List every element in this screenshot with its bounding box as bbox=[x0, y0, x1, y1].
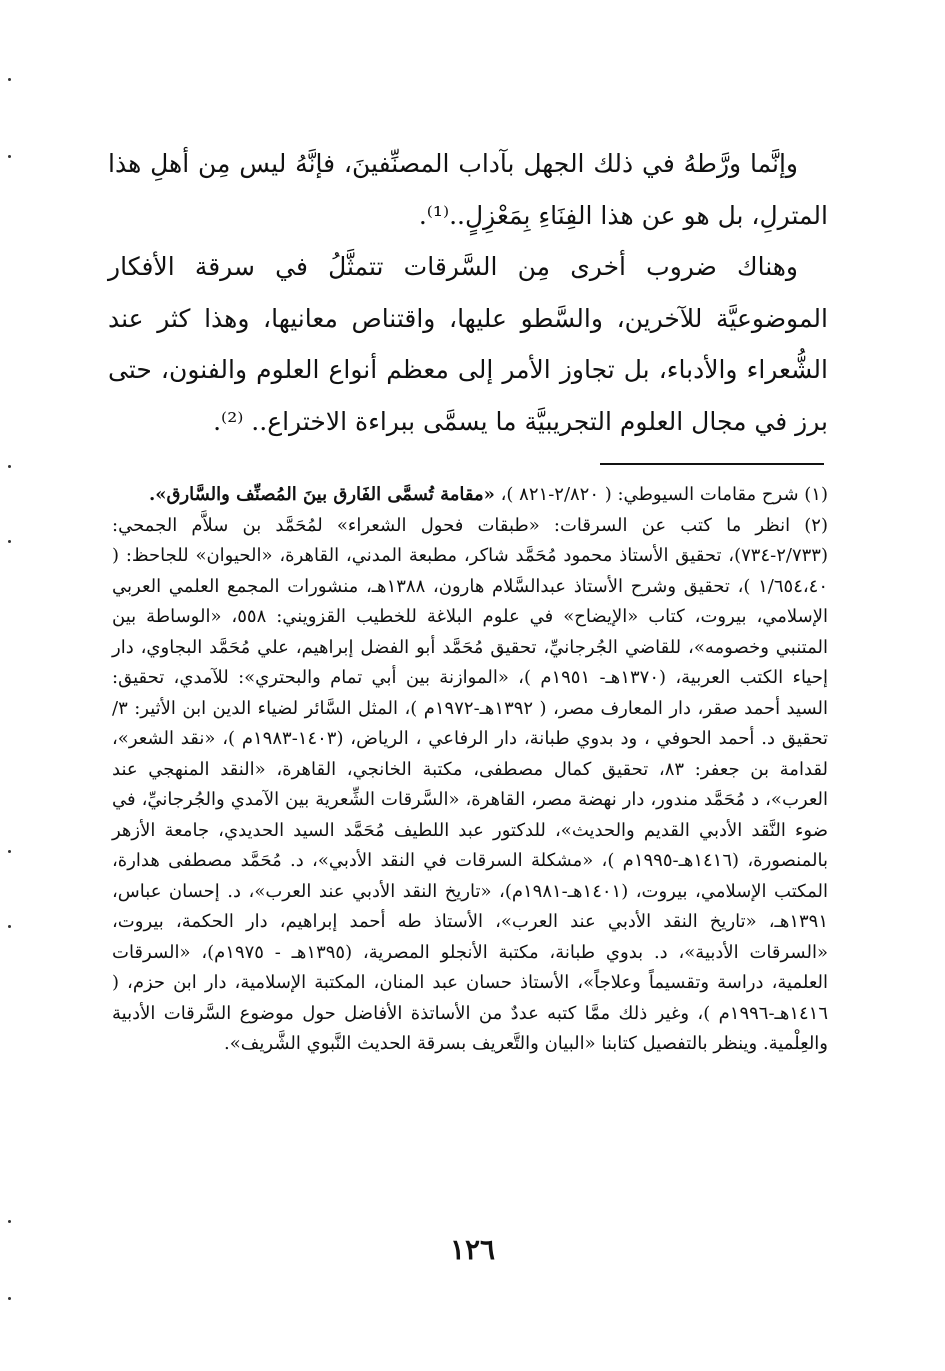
scan-mark bbox=[8, 540, 11, 543]
footnote-1-bold: «مقامة تُسمَّى الفَارق بينَ المُصنِّف والسَّارق». bbox=[148, 484, 495, 505]
footnotes bbox=[112, 480, 828, 1060]
scan-mark bbox=[8, 1220, 11, 1223]
main-text bbox=[108, 138, 828, 447]
scan-mark bbox=[8, 850, 11, 853]
scan-mark bbox=[8, 925, 11, 928]
footnote-2: (٢) انظر ما كتب عن السرقات: «طبقات فحول الشعراء» لمُحَمَّد بن سلاَّم الجمحي: (٢/٧٣٣-٧٣٤)، تحقيق الأستاذ محمود مُحَمَّد شاكر، مطبعة المدني، القاهرة، «الحيوان» للجاحظ: ( ١/٦٥٤،٤٠ )، تحقيق وشرح الأستاذ عبدالسَّلام هارون، ١٣٨٨هـ، منشورات المجمع العلمي العربي الإسلامي، بيروت، كتاب «الإيضاح» في علوم البلاغة للخطيب القزويني: ٥٥٨، «الوساطة بين المتنبي وخصومه»، للقاضي الجُرجانيِّ، تحقيق مُحَمَّد أبو الفضل إبراهيم، علي مُحَمَّد البجاوي، دار إحياء الكتب العربية، (١٣٧٠هـ- ١٩٥١م )، «الموازنة بين أبي تمام والبحتري»: للآمدي، تحقيق: السيد أحمد صقر، دار المعارف مصر، ( ١٣٩٢هـ-١٩٧٢م )، المثل السَّائر لضياء الدين ابن الأثير: ٣/ تحقيق د. أحمد الحوفي ، ود بدوي طبانة، دار الرفاعي ، الرياض، (١٤٠٣-١٩٨٣م )، «نقد الشعر»، لقدامة بن جعفر: ٨٣، تحقيق كمال مصطفى، مكتبة الخانجي، القاهرة، «النقد المنهجي عند العرب»، د مُحَمَّد مندور، دار نهضة مصر، القاهرة، «السَّرقات الشِّعرية بين الآمدي والجُرجانيِّ، في ضوء النَّقد الأدبي القديم والحديث»، للدكتور عبد اللطيف مُحَمَّد السيد الحديدي، جامعة الأزهر بالمنصورة، (١٤١٦هـ-١٩٩٥م )، «مشكلة السرقات في النقد الأدبي»، د. مُحَمَّد مصطفى هدارة، المكتب الإسلامي، بيروت، (١٤٠١هـ-١٩٨١م)، «تاريخ النقد الأدبي عند العرب»، د. إحسان عباس، ١٣٩١هـ، «تاريخ النقد الأدبي عند العرب»، الأستاذ طه أحمد إبراهيم، دار الحكمة، بيروت، «السرقات الأدبية»، د. بدوي طبانة، مكتبة الأنجلو المصرية، (١٣٩٥هـ - ١٩٧٥م)، «السرقات العلمية، دراسة وتقسيماً وعلاجاً»، الأستاذ حسان عبد المنان، المكتبة الإسلامية، دار ابن حزم، ( ١٤١٦هـ-١٩٩٦م )، وغير ذلك ممَّا كتبه عددٌ من الأساتذة الأفاضل حول موضوع السَّرقات الأدبية والعِلْمية. وينظر بالتفصيل كتابنا «البيان والتَّعريف بسرقة الحديث النَّبوي الشَّريف». bbox=[112, 514, 829, 1054]
footnote-separator bbox=[600, 463, 824, 465]
footnote-1-text: (١) شرح مقامات السيوطي: ( ٢/٨٢٠-٨٢١ )، bbox=[494, 484, 828, 505]
main-paragraph: وإنَّما ورَّطهُ في ذلك الجهل بآداب المصنِّفينَ، فإنَّهُ ليس مِن أهلِ هذا المترلِ، بل هو عن هذا الفِنَاءِ بِمَعْزِلٍ..⁽¹⁾. bbox=[108, 149, 828, 230]
scan-mark bbox=[8, 1297, 11, 1300]
footnote-1 bbox=[112, 480, 828, 511]
scan-mark bbox=[8, 155, 11, 158]
scan-mark bbox=[8, 78, 11, 81]
page-number: ١٢٦ bbox=[449, 1233, 496, 1266]
scan-mark bbox=[8, 465, 11, 468]
main-paragraph: وهناك ضروب أخرى مِن السَّرقات تتمثَّلُ في سرقة الأفكار الموضوعيَّة للآخرين، والسَّطو عليها، واقتناص معانيها، وهذا كثر عند الشُّعراء والأدباء، بل تجاوز الأمر إلى معظم أنواع العلوم والفنون، حتى برز في مجال العلوم التجريبيَّة ما يسمَّى ببراءة الاختراع.. ⁽²⁾. bbox=[108, 252, 828, 436]
